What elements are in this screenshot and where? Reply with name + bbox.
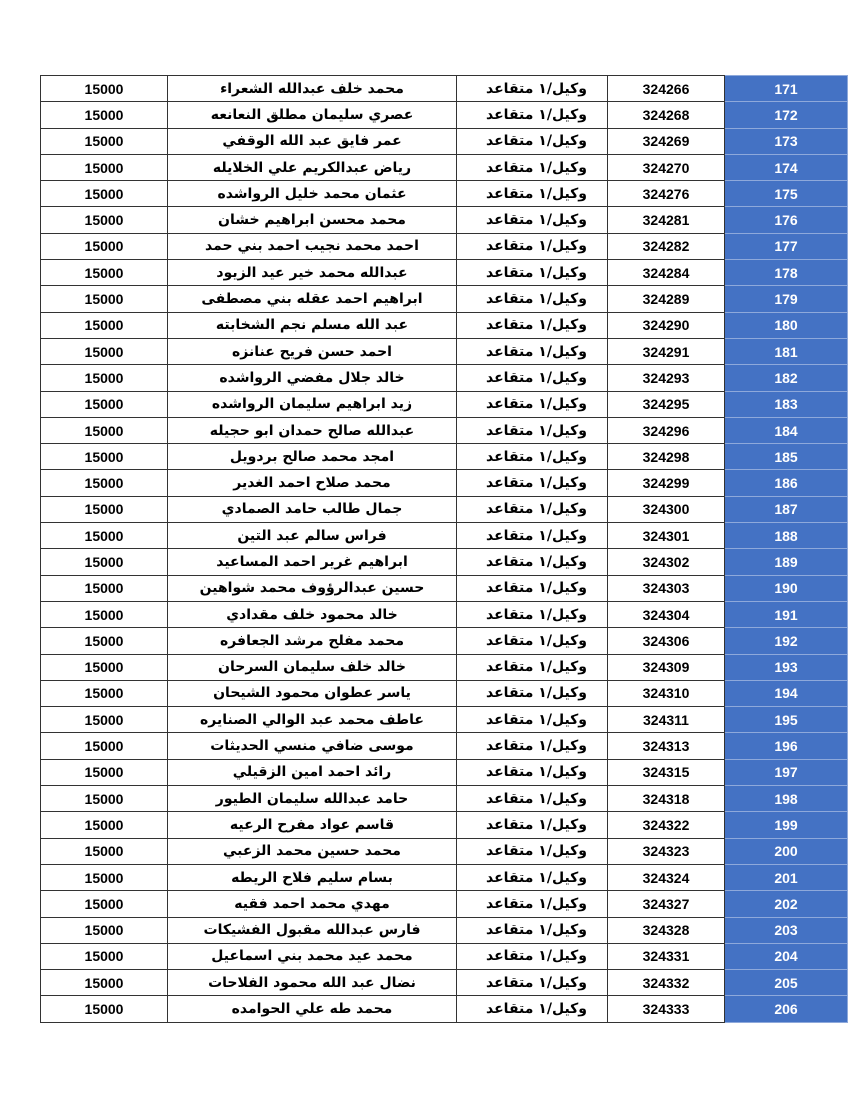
name-cell: خالد محمود خلف مقدادي [168, 601, 457, 627]
row-number-cell: 194 [725, 680, 848, 706]
name-cell: امجد محمد صالح بردويل [168, 444, 457, 470]
id-cell: 324293 [608, 365, 725, 391]
row-number-cell: 189 [725, 549, 848, 575]
row-number-cell: 171 [725, 76, 848, 102]
row-number-cell: 196 [725, 733, 848, 759]
rank-cell: وكيل/١ متقاعد [457, 260, 608, 286]
rank-cell: وكيل/١ متقاعد [457, 233, 608, 259]
name-cell: عمر فايق عبد الله الوقفي [168, 128, 457, 154]
name-cell: فراس سالم عبد التين [168, 523, 457, 549]
row-number-cell: 190 [725, 575, 848, 601]
row-number-cell: 200 [725, 838, 848, 864]
amount-cell: 15000 [41, 891, 168, 917]
row-number-cell: 192 [725, 628, 848, 654]
table-row [41, 207, 848, 233]
id-cell: 324311 [608, 707, 725, 733]
name-cell: عاطف محمد عبد الوالي الصنايره [168, 707, 457, 733]
amount-cell: 15000 [41, 523, 168, 549]
amount-cell: 15000 [41, 365, 168, 391]
name-cell: فارس عبدالله مقبول الفشيكات [168, 917, 457, 943]
amount-cell: 15000 [41, 943, 168, 969]
payment-table [40, 75, 848, 1023]
name-cell: حامد عبدالله سليمان الطيور [168, 786, 457, 812]
amount-cell: 15000 [41, 759, 168, 785]
id-cell: 324295 [608, 391, 725, 417]
rank-cell: وكيل/١ متقاعد [457, 128, 608, 154]
row-number-cell: 183 [725, 391, 848, 417]
rank-cell: وكيل/١ متقاعد [457, 838, 608, 864]
row-number-cell: 198 [725, 786, 848, 812]
name-cell: حسين عبدالرؤوف محمد شواهين [168, 575, 457, 601]
name-cell: عبد الله مسلم نجم الشخابته [168, 312, 457, 338]
table-row [41, 260, 848, 286]
id-cell: 324315 [608, 759, 725, 785]
name-cell: ابراهيم احمد عقله بني مصطفى [168, 286, 457, 312]
table-row [41, 601, 848, 627]
amount-cell: 15000 [41, 812, 168, 838]
name-cell: بسام سليم فلاح الريطه [168, 864, 457, 890]
rank-cell: وكيل/١ متقاعد [457, 523, 608, 549]
rank-cell: وكيل/١ متقاعد [457, 733, 608, 759]
table-row [41, 917, 848, 943]
amount-cell: 15000 [41, 391, 168, 417]
amount-cell: 15000 [41, 207, 168, 233]
id-cell: 324327 [608, 891, 725, 917]
row-number-cell: 180 [725, 312, 848, 338]
table-body [41, 76, 848, 1023]
row-number-cell: 187 [725, 496, 848, 522]
name-cell: احمد محمد نجيب احمد بني حمد [168, 233, 457, 259]
amount-cell: 15000 [41, 996, 168, 1022]
name-cell: قاسم عواد مفرح الرعيه [168, 812, 457, 838]
rank-cell: وكيل/١ متقاعد [457, 338, 608, 364]
table-row [41, 707, 848, 733]
name-cell: عثمان محمد خليل الرواشده [168, 181, 457, 207]
amount-cell: 15000 [41, 181, 168, 207]
table-row [41, 286, 848, 312]
name-cell: ابراهيم غرير احمد المساعيد [168, 549, 457, 575]
rank-cell: وكيل/١ متقاعد [457, 470, 608, 496]
row-number-cell: 193 [725, 654, 848, 680]
name-cell: خالد جلال مفضي الرواشده [168, 365, 457, 391]
table-row [41, 470, 848, 496]
name-cell: زيد ابراهيم سليمان الرواشده [168, 391, 457, 417]
table-row [41, 733, 848, 759]
rank-cell: وكيل/١ متقاعد [457, 996, 608, 1022]
rank-cell: وكيل/١ متقاعد [457, 181, 608, 207]
rank-cell: وكيل/١ متقاعد [457, 76, 608, 102]
table-row [41, 996, 848, 1022]
amount-cell: 15000 [41, 496, 168, 522]
name-cell: محمد صلاح احمد الغدير [168, 470, 457, 496]
amount-cell: 15000 [41, 312, 168, 338]
amount-cell: 15000 [41, 733, 168, 759]
rank-cell: وكيل/١ متقاعد [457, 864, 608, 890]
id-cell: 324332 [608, 970, 725, 996]
name-cell: رائد احمد امين الزقيلي [168, 759, 457, 785]
row-number-cell: 175 [725, 181, 848, 207]
row-number-cell: 173 [725, 128, 848, 154]
id-cell: 324289 [608, 286, 725, 312]
id-cell: 324304 [608, 601, 725, 627]
table-row [41, 628, 848, 654]
amount-cell: 15000 [41, 970, 168, 996]
table-row [41, 812, 848, 838]
rank-cell: وكيل/١ متقاعد [457, 917, 608, 943]
row-number-cell: 182 [725, 365, 848, 391]
id-cell: 324318 [608, 786, 725, 812]
rank-cell: وكيل/١ متقاعد [457, 680, 608, 706]
table-row [41, 759, 848, 785]
rank-cell: وكيل/١ متقاعد [457, 391, 608, 417]
amount-cell: 15000 [41, 786, 168, 812]
rank-cell: وكيل/١ متقاعد [457, 365, 608, 391]
id-cell: 324309 [608, 654, 725, 680]
rank-cell: وكيل/١ متقاعد [457, 970, 608, 996]
table-row [41, 864, 848, 890]
id-cell: 324324 [608, 864, 725, 890]
id-cell: 324268 [608, 102, 725, 128]
rank-cell: وكيل/١ متقاعد [457, 444, 608, 470]
amount-cell: 15000 [41, 128, 168, 154]
table-row [41, 391, 848, 417]
name-cell: عبدالله محمد خير عيد الزيود [168, 260, 457, 286]
amount-cell: 15000 [41, 102, 168, 128]
rank-cell: وكيل/١ متقاعد [457, 575, 608, 601]
row-number-cell: 181 [725, 338, 848, 364]
id-cell: 324269 [608, 128, 725, 154]
table-row [41, 181, 848, 207]
amount-cell: 15000 [41, 864, 168, 890]
row-number-cell: 199 [725, 812, 848, 838]
id-cell: 324281 [608, 207, 725, 233]
rank-cell: وكيل/١ متقاعد [457, 628, 608, 654]
amount-cell: 15000 [41, 470, 168, 496]
row-number-cell: 177 [725, 233, 848, 259]
rank-cell: وكيل/١ متقاعد [457, 154, 608, 180]
rank-cell: وكيل/١ متقاعد [457, 496, 608, 522]
table-row [41, 838, 848, 864]
rank-cell: وكيل/١ متقاعد [457, 549, 608, 575]
rank-cell: وكيل/١ متقاعد [457, 207, 608, 233]
row-number-cell: 174 [725, 154, 848, 180]
rank-cell: وكيل/١ متقاعد [457, 707, 608, 733]
id-cell: 324310 [608, 680, 725, 706]
id-cell: 324322 [608, 812, 725, 838]
row-number-cell: 195 [725, 707, 848, 733]
id-cell: 324331 [608, 943, 725, 969]
row-number-cell: 179 [725, 286, 848, 312]
id-cell: 324301 [608, 523, 725, 549]
name-cell: جمال طالب حامد الصمادي [168, 496, 457, 522]
row-number-cell: 178 [725, 260, 848, 286]
name-cell: عصري سليمان مطلق النعانعه [168, 102, 457, 128]
row-number-cell: 188 [725, 523, 848, 549]
rank-cell: وكيل/١ متقاعد [457, 654, 608, 680]
id-cell: 324299 [608, 470, 725, 496]
rank-cell: وكيل/١ متقاعد [457, 786, 608, 812]
amount-cell: 15000 [41, 338, 168, 364]
id-cell: 324276 [608, 181, 725, 207]
rank-cell: وكيل/١ متقاعد [457, 943, 608, 969]
name-cell: محمد مفلح مرشد الجعافره [168, 628, 457, 654]
table-row [41, 523, 848, 549]
table-row [41, 444, 848, 470]
amount-cell: 15000 [41, 444, 168, 470]
amount-cell: 15000 [41, 575, 168, 601]
id-cell: 324290 [608, 312, 725, 338]
rank-cell: وكيل/١ متقاعد [457, 102, 608, 128]
row-number-cell: 206 [725, 996, 848, 1022]
table-row [41, 786, 848, 812]
id-cell: 324313 [608, 733, 725, 759]
table-row [41, 417, 848, 443]
table-row [41, 365, 848, 391]
amount-cell: 15000 [41, 286, 168, 312]
id-cell: 324333 [608, 996, 725, 1022]
rank-cell: وكيل/١ متقاعد [457, 759, 608, 785]
row-number-cell: 186 [725, 470, 848, 496]
table-row [41, 154, 848, 180]
rank-cell: وكيل/١ متقاعد [457, 891, 608, 917]
row-number-cell: 197 [725, 759, 848, 785]
table-row [41, 496, 848, 522]
row-number-cell: 203 [725, 917, 848, 943]
table-row [41, 549, 848, 575]
amount-cell: 15000 [41, 417, 168, 443]
amount-cell: 15000 [41, 233, 168, 259]
name-cell: رياض عبدالكريم علي الخلايله [168, 154, 457, 180]
name-cell: محمد عيد محمد بني اسماعيل [168, 943, 457, 969]
table-row [41, 312, 848, 338]
rank-cell: وكيل/١ متقاعد [457, 812, 608, 838]
name-cell: موسى ضافي منسي الحديثات [168, 733, 457, 759]
name-cell: محمد حسين محمد الزعبي [168, 838, 457, 864]
table-row [41, 575, 848, 601]
rank-cell: وكيل/١ متقاعد [457, 417, 608, 443]
rank-cell: وكيل/١ متقاعد [457, 312, 608, 338]
table-row [41, 76, 848, 102]
name-cell: عبدالله صالح حمدان ابو حجيله [168, 417, 457, 443]
table-row [41, 654, 848, 680]
table-row [41, 680, 848, 706]
id-cell: 324266 [608, 76, 725, 102]
name-cell: محمد طه علي الحوامده [168, 996, 457, 1022]
row-number-cell: 184 [725, 417, 848, 443]
table-row [41, 891, 848, 917]
table-row [41, 970, 848, 996]
table-row [41, 128, 848, 154]
id-cell: 324303 [608, 575, 725, 601]
id-cell: 324328 [608, 917, 725, 943]
name-cell: محمد محسن ابراهيم خشان [168, 207, 457, 233]
name-cell: محمد خلف عبدالله الشعراء [168, 76, 457, 102]
name-cell: خالد خلف سليمان السرحان [168, 654, 457, 680]
id-cell: 324296 [608, 417, 725, 443]
table-row [41, 943, 848, 969]
amount-cell: 15000 [41, 76, 168, 102]
rank-cell: وكيل/١ متقاعد [457, 601, 608, 627]
name-cell: نضال عبد الله محمود الفلاحات [168, 970, 457, 996]
row-number-cell: 205 [725, 970, 848, 996]
id-cell: 324291 [608, 338, 725, 364]
name-cell: ياسر عطوان محمود الشيحان [168, 680, 457, 706]
id-cell: 324282 [608, 233, 725, 259]
id-cell: 324298 [608, 444, 725, 470]
amount-cell: 15000 [41, 654, 168, 680]
row-number-cell: 172 [725, 102, 848, 128]
row-number-cell: 201 [725, 864, 848, 890]
amount-cell: 15000 [41, 680, 168, 706]
amount-cell: 15000 [41, 917, 168, 943]
amount-cell: 15000 [41, 628, 168, 654]
id-cell: 324300 [608, 496, 725, 522]
row-number-cell: 204 [725, 943, 848, 969]
amount-cell: 15000 [41, 707, 168, 733]
name-cell: احمد حسن فريح عنانزه [168, 338, 457, 364]
amount-cell: 15000 [41, 549, 168, 575]
id-cell: 324323 [608, 838, 725, 864]
amount-cell: 15000 [41, 601, 168, 627]
id-cell: 324284 [608, 260, 725, 286]
id-cell: 324270 [608, 154, 725, 180]
amount-cell: 15000 [41, 838, 168, 864]
row-number-cell: 176 [725, 207, 848, 233]
rank-cell: وكيل/١ متقاعد [457, 286, 608, 312]
table-row [41, 338, 848, 364]
table-row [41, 102, 848, 128]
id-cell: 324302 [608, 549, 725, 575]
row-number-cell: 191 [725, 601, 848, 627]
table-row [41, 233, 848, 259]
name-cell: مهدي محمد احمد فقيه [168, 891, 457, 917]
row-number-cell: 202 [725, 891, 848, 917]
amount-cell: 15000 [41, 260, 168, 286]
amount-cell: 15000 [41, 154, 168, 180]
row-number-cell: 185 [725, 444, 848, 470]
id-cell: 324306 [608, 628, 725, 654]
